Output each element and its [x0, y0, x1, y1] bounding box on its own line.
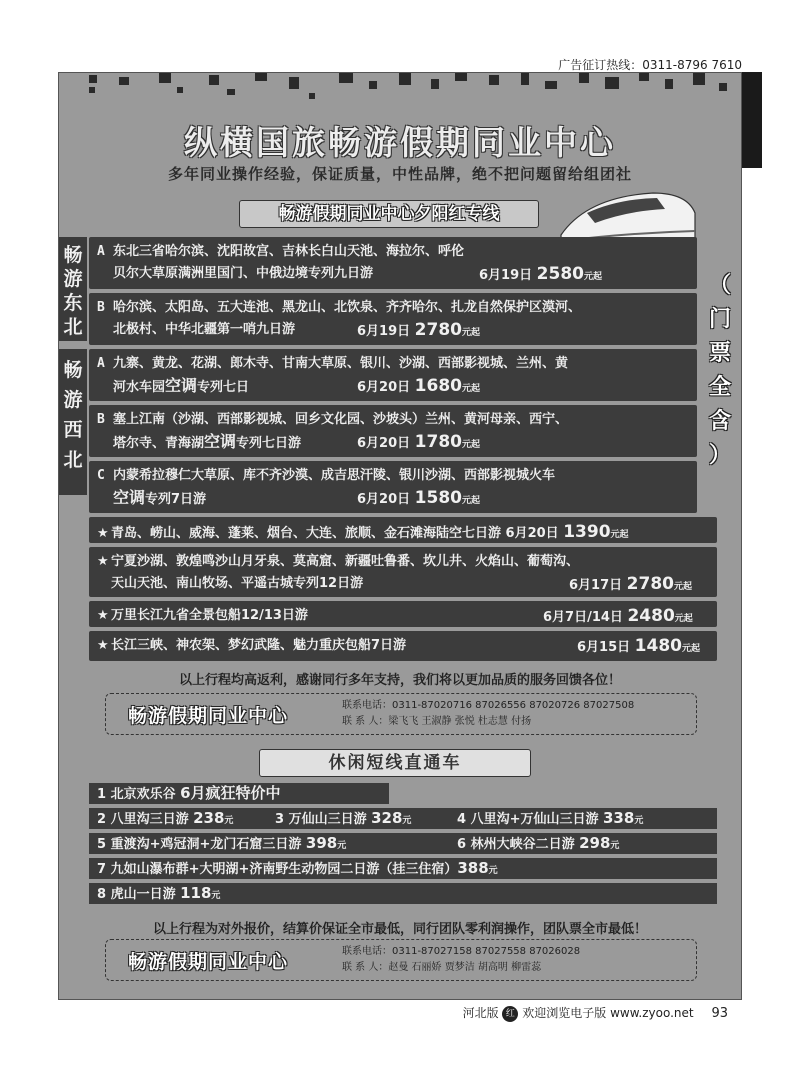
contact-phone: 联系电话：0311-87020716 87026556 87020726 87027508: [342, 700, 635, 711]
route-date: 6月20日: [357, 492, 411, 507]
short-trip-unit: 元: [211, 891, 221, 901]
route-line2: 河水车园: [113, 380, 166, 395]
ac-label: 空调: [204, 432, 237, 451]
route-date: 6月15日: [577, 640, 631, 655]
footer-url[interactable]: www.zyoo.net: [610, 1006, 694, 1020]
footer-edition: 河北版: [462, 1006, 499, 1020]
page-footer: [463, 1004, 728, 1022]
short-trip-unit: 元: [337, 841, 347, 851]
rebate-note: 以上行程均高返利，感谢同行多年支持，我们将以更加品质的服务回馈各位！: [178, 673, 621, 688]
short-trip-text: 3 万仙山三日游: [275, 812, 372, 827]
route-unit: 元起: [674, 582, 693, 592]
region-char: 北: [63, 449, 83, 471]
short-trip-price: 298: [579, 834, 611, 852]
star-icon: ★: [97, 608, 109, 623]
star-icon: ★: [97, 526, 109, 541]
route-unit: 元起: [682, 644, 701, 654]
decorative-squares: [59, 73, 741, 117]
ad-subtitle: 多年同业操作经验，保证质量，中性品牌，绝不把问题留给组团社: [167, 165, 632, 183]
star-icon: ★: [97, 638, 109, 653]
contact-people: 联 系 人：赵曼 石丽娇 贾梦洁 胡高明 柳雷蕊: [342, 962, 542, 973]
route-line1: 塞上江南（沙湖、西部影视城、回乡文化园、沙坡头）兰州、黄河母亲、西宁、: [113, 412, 569, 427]
region-char: 西: [63, 419, 83, 441]
route-date: 6月20日: [357, 380, 411, 395]
star-route-row: [89, 601, 717, 627]
route-row: [89, 405, 697, 457]
short-trip-text: 7 九如山瀑布群+大明湖+济南野生动物园二日游（挂三住宿）: [97, 862, 458, 877]
route-unit: 元起: [584, 272, 603, 282]
route-line2-tail: 专列7日游: [145, 492, 207, 507]
route-letter: A: [97, 244, 105, 259]
route-line1: 哈尔滨、太阳岛、五大连池、黑龙山、北饮泉、齐齐哈尔、扎龙自然保护区漠河、: [113, 300, 582, 315]
route-price: 2780: [414, 320, 462, 340]
sunset-line-banner: 畅游假期同业中心夕阳红专线: [239, 200, 539, 228]
ad-title: 纵横国旅畅游假期同业中心: [184, 123, 616, 162]
short-trip-unit: 元: [634, 816, 644, 826]
route-date: 6月20日: [505, 526, 559, 541]
region-char: 游: [63, 268, 83, 290]
region-char: 畅: [63, 244, 83, 266]
short-trip-price: 338: [603, 809, 635, 827]
short-trip-price: 388: [457, 859, 489, 877]
short-trip-price: 398: [305, 834, 338, 852]
short-trip-unit: 元: [402, 816, 412, 826]
note-char: 门: [708, 307, 731, 332]
route-unit: 元起: [674, 614, 693, 624]
short-trip-text: 6 林州大峡谷二日游: [457, 837, 580, 852]
route-row: [89, 237, 697, 289]
route-line1: 万里长江九省全景包船12/13日游: [111, 608, 308, 623]
route-price: 1780: [414, 432, 462, 452]
route-line1: 内蒙希拉穆仁大草原、库不齐沙漠、成吉思汗陵、银川沙湖、西部影视城火车: [113, 468, 556, 483]
route-price: 1680: [414, 376, 462, 396]
region-char: 游: [63, 389, 83, 411]
route-price: 1580: [414, 488, 462, 508]
route-price: 2580: [536, 264, 584, 284]
route-line1: 东北三省哈尔滨、沈阳故宫、吉林长白山天池、海拉尔、呼伦: [113, 244, 465, 259]
route-date: 6月20日: [357, 436, 411, 451]
contact-phone: 联系电话：0311-87027158 87027558 87026028: [342, 946, 581, 957]
ac-label: 空调: [165, 376, 198, 395]
route-letter: A: [97, 356, 105, 371]
route-letter: B: [97, 300, 105, 315]
contact-info: [342, 944, 580, 976]
route-row: [89, 349, 697, 401]
note-char: 含: [708, 409, 731, 434]
route-unit: 元起: [462, 496, 481, 506]
contact-brand: 畅游假期同业中心: [128, 951, 289, 973]
route-price: 1390: [563, 522, 611, 542]
note-char: 全: [708, 375, 731, 400]
short-trip-text: 1 北京欢乐谷: [97, 787, 181, 802]
route-date: 6月17日: [569, 578, 623, 593]
pricing-note: 以上行程为对外报价，结算价保证全市最低，同行团队零利润操作，团队票全市最低！: [152, 922, 647, 937]
short-trip-price: 118: [180, 884, 212, 902]
route-line1: 九寨、黄龙、花湖、郎木寺、甘南大草原、银川、沙湖、西部影视城、兰州、黄: [113, 356, 569, 371]
contact-brand: 畅游假期同业中心: [128, 705, 289, 727]
route-line1: 长江三峡、神农架、梦幻武隆、魅力重庆包船7日游: [111, 638, 407, 653]
contact-box: [105, 939, 697, 981]
route-letter: C: [97, 468, 105, 483]
note-char: 票: [708, 341, 731, 366]
route-row: [89, 293, 697, 345]
route-price: 2780: [626, 574, 674, 594]
short-trip-unit: 元: [488, 866, 498, 876]
footer-slogan: 欢迎浏览电子版: [522, 1006, 607, 1020]
route-line1: 青岛、崂山、威海、蓬莱、烟台、大连、旅顺、金石滩海陆空七日游: [111, 526, 502, 541]
star-route-row: [89, 547, 717, 597]
short-trip-row: [89, 833, 717, 854]
short-trip-row: [89, 808, 717, 829]
short-trip-price: 238: [193, 809, 225, 827]
short-trip-banner: 休闲短线直通车: [259, 749, 531, 777]
note-char: ）: [708, 443, 731, 468]
route-date: 6月19日: [357, 324, 411, 339]
short-trip-text: 5 重渡沟+鸡冠洞+龙门石窟三日游: [97, 837, 306, 852]
note-char: （: [708, 273, 731, 298]
star-icon: ★: [97, 554, 109, 569]
route-line1: 宁夏沙湖、敦煌鸣沙山月牙泉、莫高窟、新疆吐鲁番、坎儿井、火焰山、葡萄沟、: [111, 554, 580, 569]
route-line2: 北极村、中华北疆第一哨九日游: [113, 322, 296, 337]
route-date: 6月19日: [479, 268, 533, 283]
travel-advertisement: [58, 72, 742, 1000]
region-label-northeast: [59, 237, 87, 341]
route-line2-tail: 专列七日: [197, 380, 250, 395]
region-char: 北: [63, 316, 83, 338]
route-line2-tail: 专列七日游: [236, 436, 302, 451]
route-row: [89, 461, 697, 513]
short-trip-text: 8 虎山一日游: [97, 887, 181, 902]
star-route-row: [89, 517, 717, 543]
route-unit: 元起: [610, 530, 629, 540]
region-char: 畅: [63, 359, 83, 381]
route-line2: 贝尔大草原满洲里国门、中俄边境专列九日游: [113, 266, 374, 281]
short-trip-unit: 元: [224, 816, 234, 826]
route-line2: 塔尔寺、青海湖: [113, 436, 205, 451]
short-trip-row: [89, 783, 389, 804]
short-trip-unit: 元: [610, 841, 620, 851]
route-line2: 天山天池、南山牧场、平遥古城专列12日游: [111, 576, 364, 591]
star-route-row: [89, 631, 717, 661]
contact-people: 联 系 人：梁飞飞 王淑静 张悦 杜志慧 付扬: [342, 716, 532, 727]
hotline: 广告征订热线：0311-8796 7610: [558, 58, 742, 72]
route-price: 1480: [634, 636, 682, 656]
route-unit: 元起: [462, 384, 481, 394]
short-trip-row: [89, 883, 717, 904]
contact-info: [342, 698, 634, 730]
route-price: 2480: [627, 606, 675, 626]
short-trip-highlight: 6月疯狂特价中: [180, 784, 281, 802]
brand-logo-icon: 红: [502, 1006, 518, 1022]
route-unit: 元起: [462, 440, 481, 450]
region-char: 东: [63, 292, 83, 314]
ac-label: 空调: [113, 488, 146, 507]
page-number: 93: [711, 1006, 728, 1021]
short-trip-price: 328: [371, 809, 403, 827]
region-label-northwest: [59, 349, 87, 495]
route-letter: B: [97, 412, 105, 427]
route-date: 6月7日/14日: [543, 610, 623, 625]
tickets-included-note: [699, 269, 741, 479]
short-trip-row: [89, 858, 717, 879]
route-unit: 元起: [462, 328, 481, 338]
short-trip-text: 2 八里沟三日游: [97, 812, 194, 827]
contact-box: [105, 693, 697, 735]
short-trip-text: 4 八里沟+万仙山三日游: [457, 812, 603, 827]
